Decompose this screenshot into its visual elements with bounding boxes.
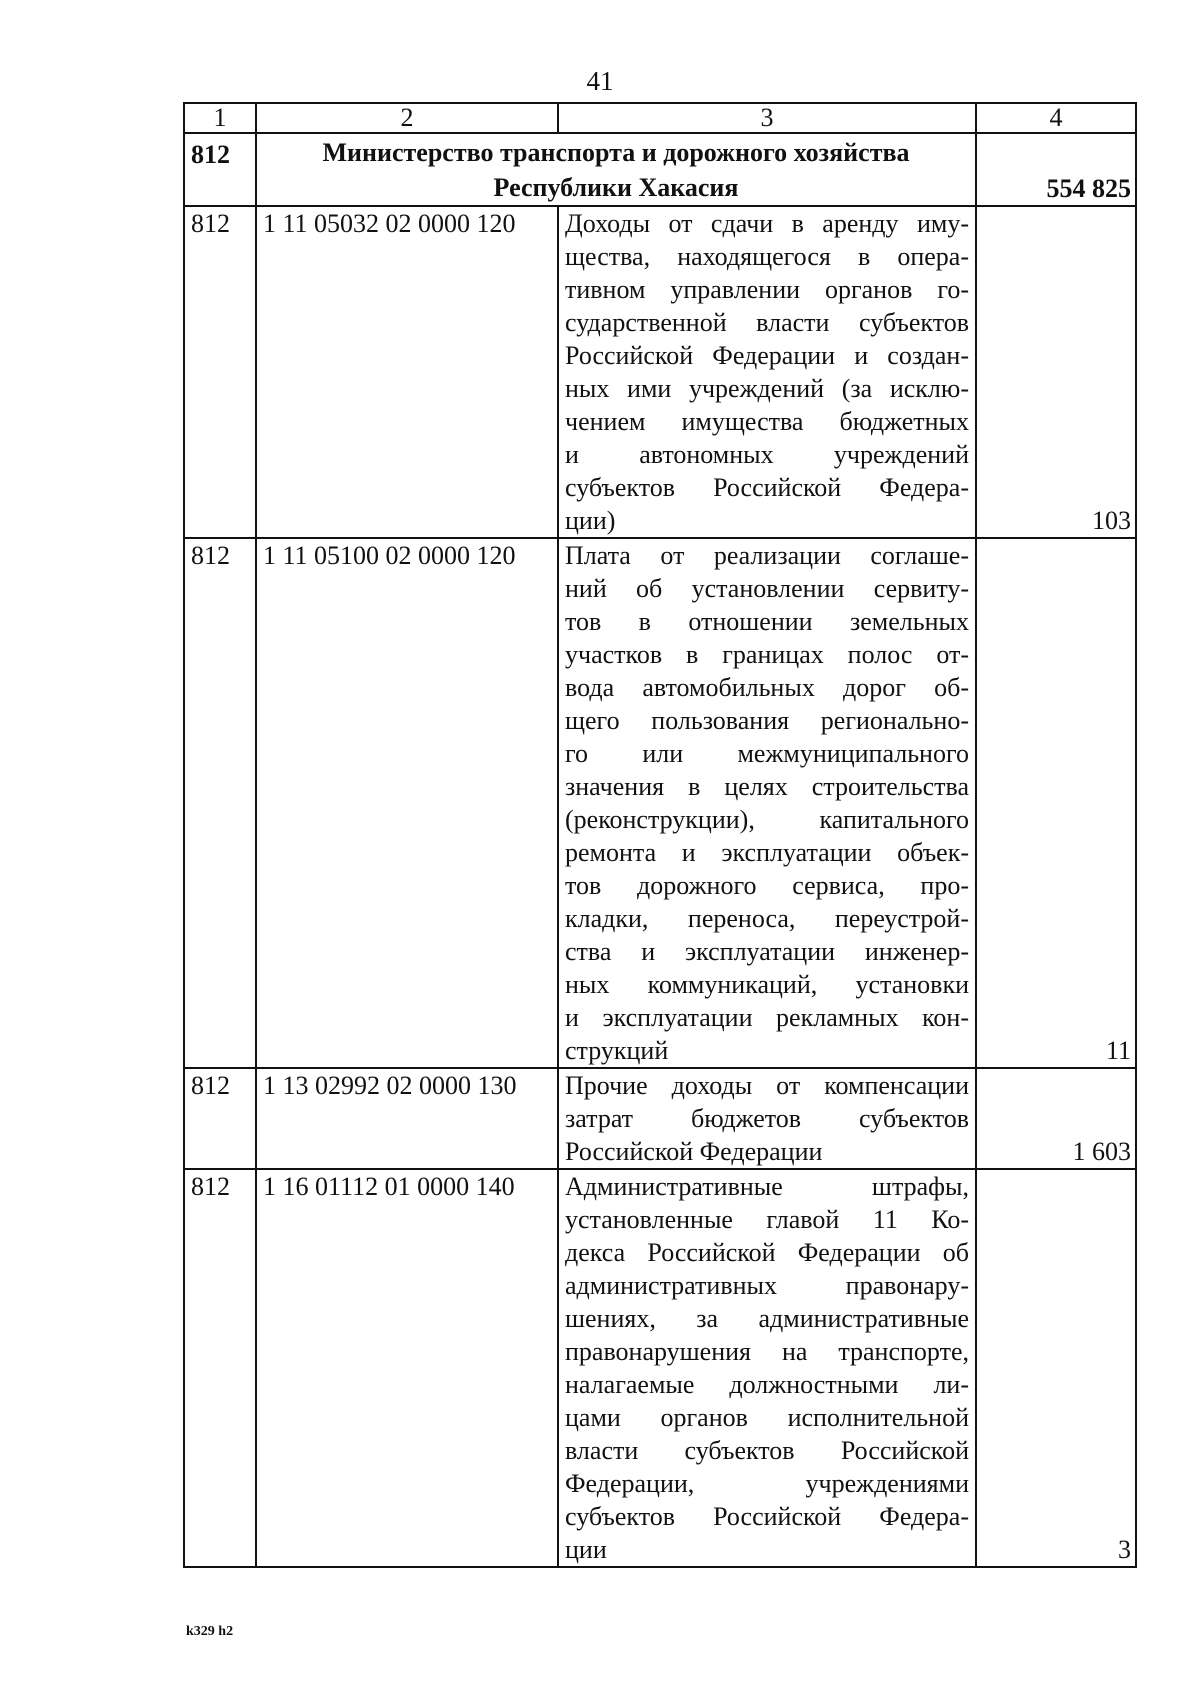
org-code-cell: 812 — [184, 1068, 256, 1169]
ministry-code: 812 — [184, 133, 256, 206]
description-line: шениях, за административные — [565, 1304, 969, 1333]
description-line: ных коммуникаций, установки — [565, 970, 969, 999]
description-line: ремонта и эксплуатации объек- — [565, 838, 969, 867]
org-code-cell: 812 — [184, 206, 256, 538]
ministry-amount: 554 825 — [976, 133, 1136, 206]
column-header-2: 2 — [256, 103, 558, 133]
description-line: щества, находящегося в опера- — [565, 242, 969, 271]
description-line: субъектов Российской Федера- — [565, 473, 969, 502]
description-line: Федерации, учреждениями — [565, 1469, 969, 1498]
description-line: власти субъектов Российской — [565, 1436, 969, 1465]
ministry-name — [256, 133, 976, 206]
description-line: тивном управлении органов го- — [565, 275, 969, 304]
table-row — [184, 538, 1136, 1068]
description-line: щего пользования регионально- — [565, 706, 969, 735]
org-code-cell: 812 — [184, 538, 256, 1068]
description-line: тов дорожного сервиса, про- — [565, 871, 969, 900]
description-line: установленные главой 11 Ко- — [565, 1205, 969, 1234]
description-line: административных правонару- — [565, 1271, 969, 1300]
description-line: значения в целях строительства — [565, 772, 969, 801]
amount-cell: 3 — [976, 1169, 1136, 1567]
ministry-name-line-2: Республики Хакасия — [493, 173, 739, 202]
description-line: Прочие доходы от компенсации — [565, 1071, 969, 1100]
budget-code-cell: 1 13 02992 02 0000 130 — [256, 1068, 558, 1169]
description-line: вода автомобильных дорог об- — [565, 673, 969, 702]
description-line: ции — [565, 1535, 607, 1564]
description-line: Российской Федерации — [565, 1137, 823, 1166]
ministry-row — [184, 133, 1136, 206]
footer-code: k329 h2 — [186, 1624, 234, 1639]
column-header-4: 4 — [976, 103, 1136, 133]
ministry-name-line-1: Министерство транспорта и дорожного хозяйства — [322, 138, 910, 167]
description-line: и автономных учреждений — [565, 440, 969, 469]
table-row — [184, 1068, 1136, 1169]
revenue-table — [183, 102, 1137, 1568]
description-line: сударственной власти субъектов — [565, 308, 969, 337]
amount-cell: 103 — [976, 206, 1136, 538]
table-row — [184, 1169, 1136, 1567]
description-line: Плата от реализации соглаше- — [565, 541, 969, 570]
description-line: тов в отношении земельных — [565, 607, 969, 636]
description-line: ства и эксплуатации инженер- — [565, 937, 969, 966]
description-line: участков в границах полос от- — [565, 640, 969, 669]
description-line: ний об установлении сервиту- — [565, 574, 969, 603]
amount-cell: 1 603 — [976, 1068, 1136, 1169]
table-header-row — [184, 103, 1136, 133]
description-line: налагаемые должностными ли- — [565, 1370, 969, 1399]
description-cell — [558, 206, 976, 538]
description-line: струкций — [565, 1036, 669, 1065]
description-line: го или межмуниципального — [565, 739, 969, 768]
description-line: затрат бюджетов субъектов — [565, 1104, 969, 1133]
description-line: Российской Федерации и создан- — [565, 341, 969, 370]
org-code-cell: 812 — [184, 1169, 256, 1567]
budget-code-cell: 1 11 05100 02 0000 120 — [256, 538, 558, 1068]
description-line: Доходы от сдачи в аренду иму- — [565, 209, 969, 238]
description-cell — [558, 1068, 976, 1169]
column-header-3: 3 — [558, 103, 976, 133]
column-header-1: 1 — [184, 103, 256, 133]
description-line: и эксплуатации рекламных кон- — [565, 1003, 969, 1032]
description-line: декса Российской Федерации об — [565, 1238, 969, 1267]
description-cell — [558, 538, 976, 1068]
description-line: ции) — [565, 506, 616, 535]
budget-code-cell: 1 11 05032 02 0000 120 — [256, 206, 558, 538]
page-number: 41 — [586, 66, 614, 96]
description-cell — [558, 1169, 976, 1567]
description-line: цами органов исполнительной — [565, 1403, 969, 1432]
description-line: ных ими учреждений (за исклю- — [565, 374, 969, 403]
description-line: кладки, переноса, переустрой- — [565, 904, 969, 933]
description-line: чением имущества бюджетных — [565, 407, 969, 436]
description-line: (реконструкции), капитального — [565, 805, 969, 834]
budget-code-cell: 1 16 01112 01 0000 140 — [256, 1169, 558, 1567]
table-row — [184, 206, 1136, 538]
description-line: правонарушения на транспорте, — [565, 1337, 969, 1366]
description-line: Административные штрафы, — [565, 1172, 969, 1201]
description-line: субъектов Российской Федера- — [565, 1502, 969, 1531]
amount-cell: 11 — [976, 538, 1136, 1068]
revenue-rows — [184, 206, 1136, 1567]
